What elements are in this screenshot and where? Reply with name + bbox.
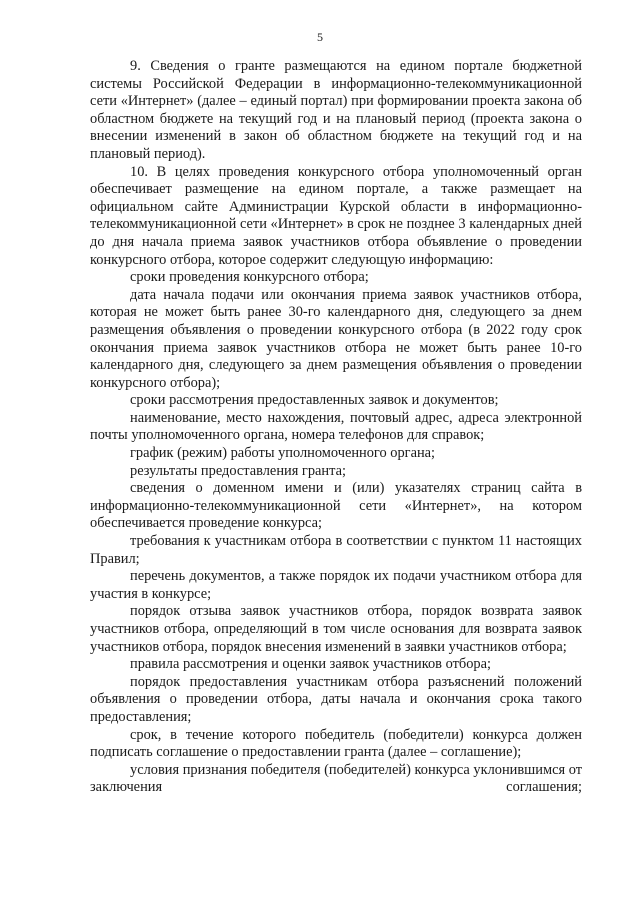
paragraph-9-grant-info: 9. Сведения о гранте размещаются на едином портале бюджетной системы Российской Федерации в информационно-телекоммуникационной сети «Интернет» (далее – единый портал) при формировании проекта закона об областном бюджете на текущий год и на плановый период (проекта закона о внесении изменений в закон об областном бюджете на текущий год и на плановый период). [90,58,582,162]
list-item-selection-dates: сроки проведения конкурсного отбора; [130,269,369,286]
list-item-evasion-conditions: условия признания победителя (победителей) конкурса уклонившимся от заключения соглашения; [90,761,582,796]
paragraph-10-announcement: 10. В целях проведения конкурсного отбора уполномоченный орган обеспечивает размещение на едином портале, а также размещает на официальном сайте Администрации Курской области в информационно-телекоммуникационной сети «Интернет» в срок не позднее 3 календарных дней до дня начала приема заявок участников отбора объявление о проведении конкурсного отбора, которое содержит следующую информацию: [90,163,582,268]
list-item-work-schedule: график (режим) работы уполномоченного органа; [130,445,436,462]
list-item-participant-requirements: требования к участникам отбора в соответствии с пунктом 11 настоящих Правил; [90,533,582,567]
document-body [90,58,582,797]
list-item-withdrawal-procedure: порядок отзыва заявок участников отбора, порядок возврата заявок участников отбора, определяющий в том числе основания для возврата заявок участников отбора, порядок внесения изменений в заявки участников отбора; [90,603,582,655]
list-item-clarifications: порядок предоставления участникам отбора разъяснений положений объявления о проведении отбора, даты начала и окончания срока такого предоставления; [90,673,582,725]
list-item-documents-list: перечень документов, а также порядок их подачи участником отбора для участия в конкурсе; [90,568,582,602]
list-item-review-dates: сроки рассмотрения предоставленных заявок и документов; [130,392,499,409]
list-item-evaluation-rules: правила рассмотрения и оценки заявок участников отбора; [130,656,491,673]
list-item-domain-info: сведения о доменном имени и (или) указателях страниц сайта в информационно-телекоммуникационной сети «Интернет», на котором обеспечивается проведение конкурса; [90,480,582,532]
page-number: 5 [317,30,323,44]
list-item-signing-deadline: срок, в течение которого победитель (победители) конкурса должен подписать соглашение о предоставлении гранта (далее – соглашение); [90,726,582,761]
list-item-grant-results: результаты предоставления гранта; [130,462,346,479]
list-item-contacts: наименование, место нахождения, почтовый адрес, адреса электронной почты уполномоченного органа, номера телефонов для справок; [90,409,582,444]
list-item-application-dates: дата начала подачи или окончания приема заявок участников отбора, которая не может быть ранее 30-го календарного дня, следующего за днем размещения объявления о проведении конкурсного отбора (в 2022 году срок окончания приема заявок участников отбора не может быть ранее 10-го календарного дня, следующего за днем размещения объявления о проведении конкурсного отбора); [90,286,582,391]
